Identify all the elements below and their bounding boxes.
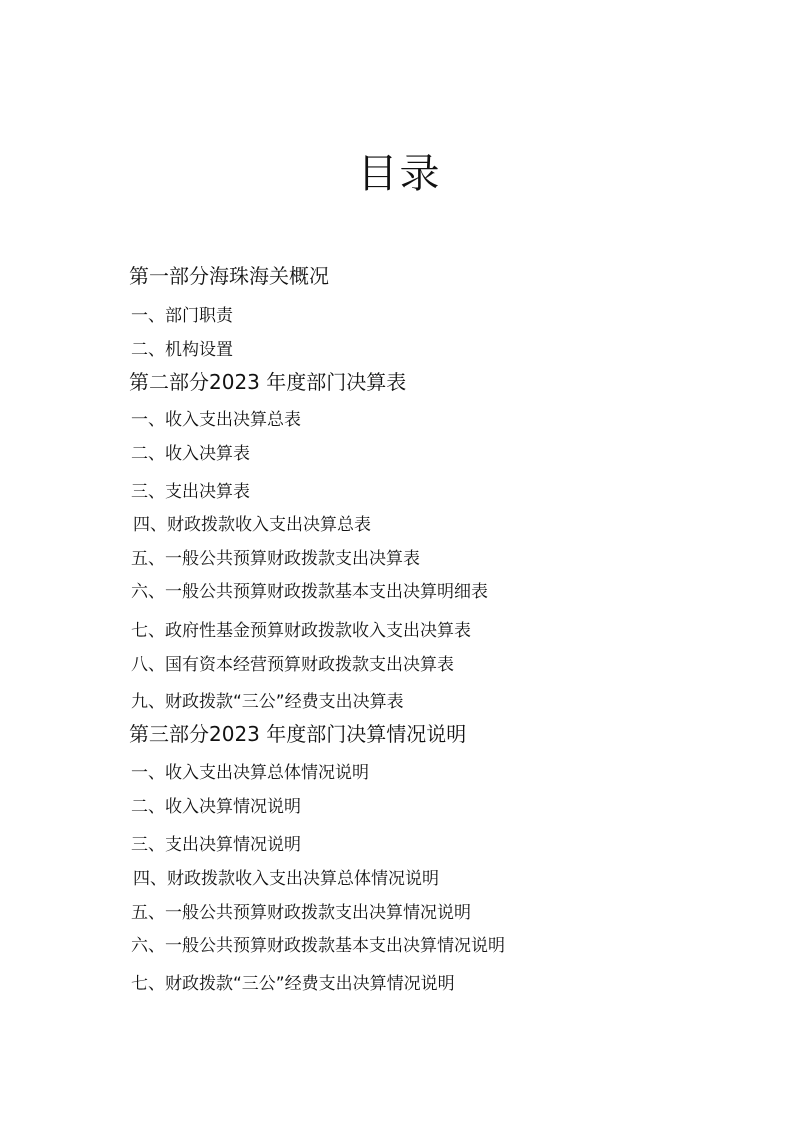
toc-item: 一、部门职责 bbox=[131, 306, 233, 326]
toc-item: 八、国有资本经营预算财政拨款支出决算表 bbox=[131, 655, 454, 675]
toc-item: 五、一般公共预算财政拨款支出决算表 bbox=[131, 549, 420, 569]
toc-part-heading: 第三部分2023 年度部门决算情况说明 bbox=[129, 722, 467, 746]
toc-item: 四、财政拨款收入支出决算总体情况说明 bbox=[133, 869, 439, 889]
toc-item: 一、收入支出决算总表 bbox=[131, 410, 301, 430]
toc-item: 七、财政拨款“三公”经费支出决算情况说明 bbox=[131, 974, 455, 994]
toc-item: 七、政府性基金预算财政拨款收入支出决算表 bbox=[131, 621, 471, 641]
toc-item: 二、收入决算情况说明 bbox=[131, 797, 301, 817]
toc-item: 一、收入支出决算总体情况说明 bbox=[131, 763, 369, 783]
toc-item: 四、财政拨款收入支出决算总表 bbox=[133, 515, 371, 535]
toc-item: 六、一般公共预算财政拨款基本支出决算情况说明 bbox=[131, 936, 505, 956]
page-title: 目录 bbox=[357, 151, 442, 197]
toc-item: 二、收入决算表 bbox=[131, 444, 250, 464]
toc-item: 二、机构设置 bbox=[131, 340, 233, 360]
toc-item: 九、财政拨款“三公”经费支出决算表 bbox=[131, 692, 404, 712]
toc-part-heading: 第二部分2023 年度部门决算表 bbox=[129, 370, 407, 394]
toc-part-heading: 第一部分海珠海关概况 bbox=[129, 264, 329, 288]
toc-item: 六、一般公共预算财政拨款基本支出决算明细表 bbox=[131, 582, 488, 602]
toc-item: 五、一般公共预算财政拨款支出决算情况说明 bbox=[131, 903, 471, 923]
toc-item: 三、支出决算表 bbox=[131, 482, 250, 502]
toc-item: 三、支出决算情况说明 bbox=[131, 835, 301, 855]
